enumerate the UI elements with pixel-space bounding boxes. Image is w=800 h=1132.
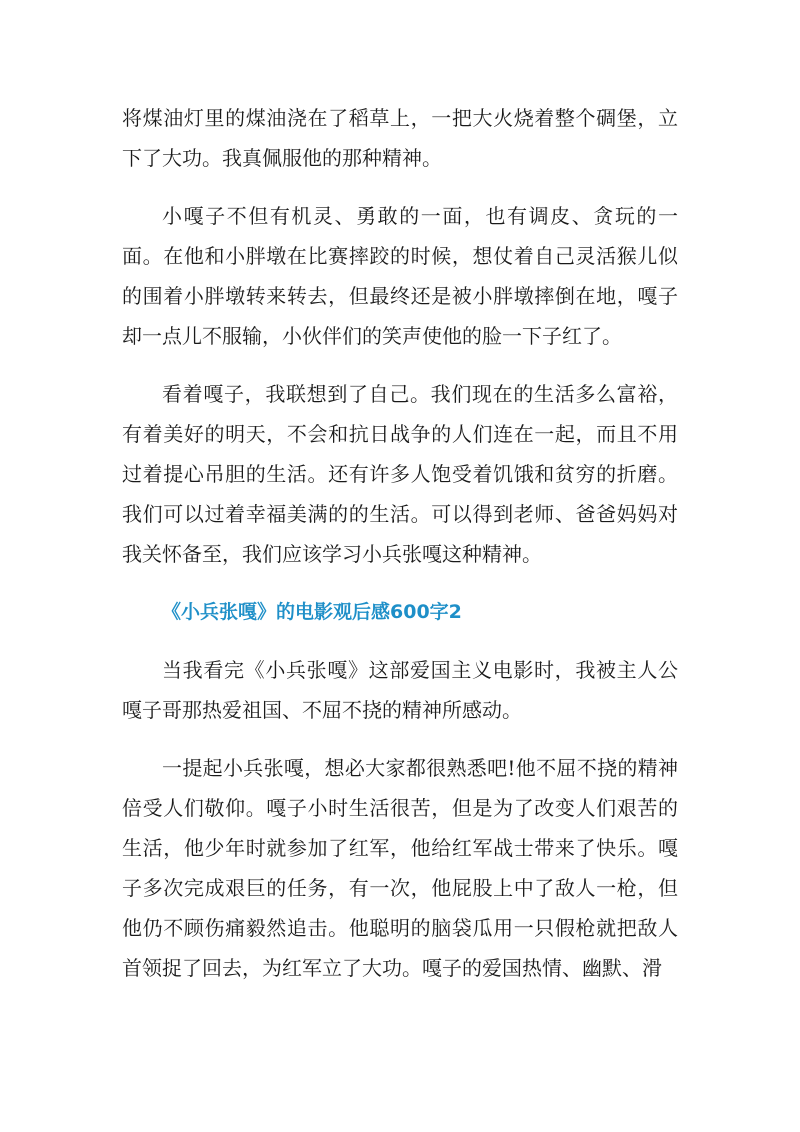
document-page [122,98,678,1006]
paragraph-mischievous: 小嘎子不但有机灵、勇敢的一面，也有调皮、贪玩的一面。在他和小胖墩在比赛摔跤的时候，想仗着自己灵活猴儿似的围着小胖墩转来转去，但最终还是被小胖墩摔倒在地，嘎子却一点儿不服输，小伙伴们的笑声使他的脸一下子红了。 [122,204,678,348]
paragraph-reflection: 看着嘎子，我联想到了自己。我们现在的生活多么富裕，有着美好的明天，不会和抗日战争的人们连在一起，而且不用过着提心吊胆的生活。还有许多人饱受着饥饿和贫穷的折磨。我们可以过着幸福美满的的生活。可以得到老师、爸爸妈妈对我关怀备至，我们应该学习小兵张嘎这种精神。 [122,382,678,566]
paragraph-continuation: 将煤油灯里的煤油浇在了稻草上，一把大火烧着整个碉堡，立下了大功。我真佩服他的那种精神。 [122,106,678,170]
section-heading: 《小兵张嘎》的电影观后感600字2 [162,601,462,623]
paragraph-story: 一提起小兵张嘎，想必大家都很熟悉吧!他不屈不挠的精神倍受人们敬仰。嘎子小时生活很苦，但是为了改变人们艰苦的生活，他少年时就参加了红军，他给红军战士带来了快乐。嘎子多次完成艰巨的任务，有一次，他屁股上中了敌人一枪，但他仍不顾伤痛毅然追击。他聪明的脑袋瓜用一只假枪就把敌人首领捉了回去，为红军立了大功。嘎子的爱国热情、幽默、滑 [122,756,678,980]
paragraph-intro: 当我看完《小兵张嘎》这部爱国主义电影时，我被主人公嘎子哥那热爱祖国、不屈不挠的精神所感动。 [122,658,678,722]
